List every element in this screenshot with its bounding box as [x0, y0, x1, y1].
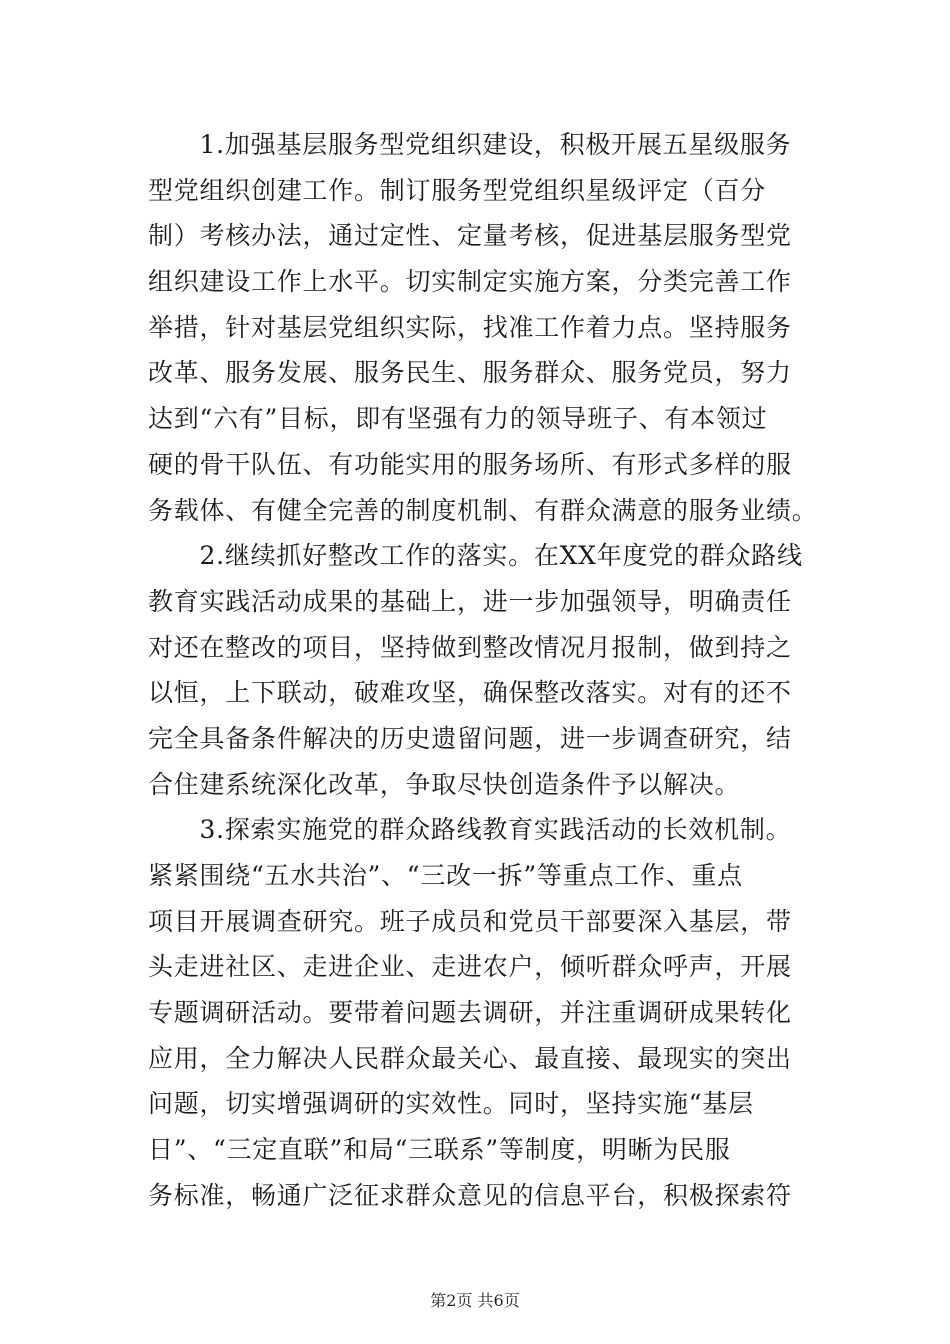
text-line: 务标准，畅通广泛征求群众意见的信息平台，积极探索符 — [148, 1180, 792, 1210]
text-line: 达到“六有”目标，即有坚强有力的领导班子、有本领过 — [148, 404, 768, 434]
text-line: 1.加强基层服务型党组织建设，积极开展五星级服务 — [148, 130, 792, 159]
text-line: 应用，全力解决人民群众最关心、最直接、最现实的突出 — [148, 1043, 792, 1073]
text-line: 型党组织创建工作。制订服务型党组织星级评定（百分 — [148, 175, 767, 205]
text-line: 日”、“三定直联”和局“三联系”等制度，明晰为民服 — [148, 1135, 731, 1165]
text-line: 举措，针对基层党组织实际，找准工作着力点。坚持服务 — [148, 312, 792, 342]
body-text — [148, 122, 818, 1219]
text-line: 2.继续抓好整改工作的落实。在XX年度党的群众路线 — [148, 541, 803, 571]
text-line: 项目开展调查研究。班子成员和党员干部要深入基层，带 — [148, 906, 792, 936]
text-line: 专题调研活动。要带着问题去调研，并注重调研成果转化 — [148, 998, 792, 1028]
page-footer: 第2页 共6页 — [430, 1291, 520, 1310]
text-line: 务载体、有健全完善的制度机制、有群众满意的服务业绩。 — [148, 495, 818, 525]
text-line: 问题，切实增强调研的实效性。同时，坚持实施“基层 — [148, 1089, 754, 1119]
text-line: 紧紧围绕“五水共治”、“三改一拆”等重点工作、重点 — [148, 861, 743, 890]
text-line: 教育实践活动成果的基础上，进一步加强领导，明确责任 — [148, 586, 792, 616]
text-line: 3.探索实施党的群众路线教育实践活动的长效机制。 — [148, 815, 792, 845]
text-line: 组织建设工作上水平。切实制定实施方案，分类完善工作 — [148, 267, 792, 297]
text-line: 以恒，上下联动，破难攻坚，确保整改落实。对有的还不 — [148, 678, 792, 708]
text-line: 完全具备条件解决的历史遗留问题，进一步调查研究，结 — [148, 723, 792, 753]
text-line: 头走进社区、走进企业、走进农户，倾听群众呼声，开展 — [148, 952, 792, 982]
text-line: 制）考核办法，通过定性、定量考核，促进基层服务型党 — [148, 221, 792, 251]
text-line: 硬的骨干队伍、有功能实用的服务场所、有形式多样的服 — [148, 449, 792, 479]
text-line: 对还在整改的项目，坚持做到整改情况月报制，做到持之 — [148, 632, 792, 662]
text-line: 合住建系统深化改革，争取尽快创造条件予以解决。 — [148, 769, 741, 799]
text-line: 改革、服务发展、服务民生、服务群众、服务党员，努力 — [148, 358, 792, 388]
